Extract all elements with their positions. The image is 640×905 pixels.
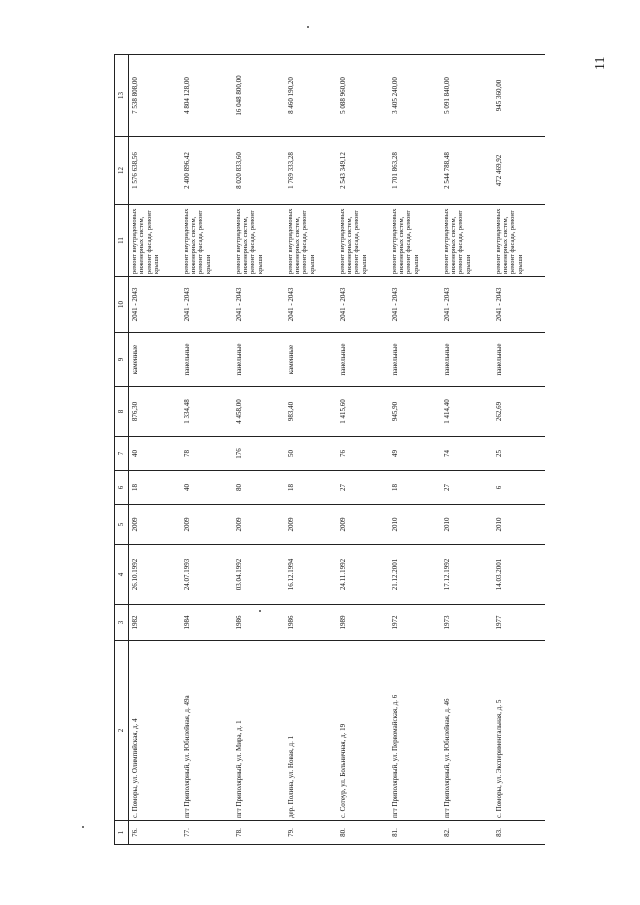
count-cell: 27 bbox=[337, 471, 389, 505]
row-number: 82. bbox=[441, 821, 493, 845]
year-cell: 2009 bbox=[285, 505, 337, 545]
total-cell: 945 360,00 bbox=[493, 55, 545, 137]
column-header: 4 bbox=[115, 545, 129, 605]
column-header: 7 bbox=[115, 437, 129, 471]
column-header: 9 bbox=[115, 333, 129, 387]
area-cell: 983,40 bbox=[285, 387, 337, 437]
address-cell: пгт Приполярный, ул. Юбилейная, д. 46 bbox=[441, 641, 493, 821]
works-cell: ремонт внутридомовых инженерных систем, ремонт фасада, ремонт крыши bbox=[233, 205, 285, 277]
cost-cell: 1 769 333,28 bbox=[285, 137, 337, 205]
address-cell: дер. Полина, ул. Новая, д. 1 bbox=[285, 641, 337, 821]
period-cell: 2041 - 2043 bbox=[337, 277, 389, 333]
works-cell: ремонт внутридомовых инженерных систем, ремонт фасада, ремонт крыши bbox=[129, 205, 181, 277]
build-year-cell: 1986 bbox=[285, 605, 337, 641]
table-row bbox=[493, 55, 545, 845]
table-row bbox=[441, 55, 493, 845]
cost-cell: 2 544 788,48 bbox=[441, 137, 493, 205]
build-year-cell: 1984 bbox=[181, 605, 233, 641]
column-number-row bbox=[115, 55, 129, 845]
column-header: 10 bbox=[115, 277, 129, 333]
material-cell: панельные bbox=[337, 333, 389, 387]
total-cell: 16 048 800,00 bbox=[233, 55, 285, 137]
row-number: 76. bbox=[129, 821, 181, 845]
year-cell: 2010 bbox=[493, 505, 545, 545]
works-cell: ремонт внутридомовых инженерных систем, ремонт фасада, ремонт крыши bbox=[441, 205, 493, 277]
date-cell: 24.07.1993 bbox=[181, 545, 233, 605]
area-cell: 1 415,60 bbox=[337, 387, 389, 437]
row-number: 80. bbox=[337, 821, 389, 845]
page-number: 11 bbox=[593, 56, 608, 70]
area-cell: 1 334,48 bbox=[181, 387, 233, 437]
area-cell: 945,90 bbox=[389, 387, 441, 437]
address-cell: пгт Приполярный, ул. Юбилейная, д. 49а bbox=[181, 641, 233, 821]
column-header: 6 bbox=[115, 471, 129, 505]
total-cell: 5 088 960,00 bbox=[337, 55, 389, 137]
column-header: 3 bbox=[115, 605, 129, 641]
scan-speck bbox=[307, 26, 309, 28]
period-cell: 2041 - 2043 bbox=[233, 277, 285, 333]
address-cell: с. Поморы, ул. Экспериментальная, д. 5 bbox=[493, 641, 545, 821]
column-header: 1 bbox=[115, 821, 129, 845]
table-row bbox=[389, 55, 441, 845]
count-cell: 18 bbox=[389, 471, 441, 505]
works-cell: ремонт внутридомовых инженерных систем, ремонт фасада, ремонт крыши bbox=[285, 205, 337, 277]
column-header: 11 bbox=[115, 205, 129, 277]
build-year-cell: 1986 bbox=[233, 605, 285, 641]
material-cell: каменные bbox=[129, 333, 181, 387]
column-header: 8 bbox=[115, 387, 129, 437]
year-cell: 2009 bbox=[337, 505, 389, 545]
count-cell: 27 bbox=[441, 471, 493, 505]
count-cell: 18 bbox=[285, 471, 337, 505]
year-cell: 2010 bbox=[389, 505, 441, 545]
period-cell: 2041 - 2043 bbox=[285, 277, 337, 333]
scan-speck bbox=[82, 826, 84, 828]
cost-cell: 1 576 638,56 bbox=[129, 137, 181, 205]
date-cell: 17.12.1992 bbox=[441, 545, 493, 605]
total-cell: 8 460 190,20 bbox=[285, 55, 337, 137]
area-cell: 4 458,00 bbox=[233, 387, 285, 437]
address-cell: с. Поморы, ул. Олимпийская, д. 4 bbox=[129, 641, 181, 821]
date-cell: 03.04.1992 bbox=[233, 545, 285, 605]
address-cell: пгт Приполярный, ул. Мира, д. 1 bbox=[233, 641, 285, 821]
row-number: 79. bbox=[285, 821, 337, 845]
build-year-cell: 1973 bbox=[441, 605, 493, 641]
total-cell: 4 804 128,00 bbox=[181, 55, 233, 137]
count-cell: 18 bbox=[129, 471, 181, 505]
cost-cell: 8 020 833,60 bbox=[233, 137, 285, 205]
period-cell: 2041 - 2043 bbox=[181, 277, 233, 333]
count-cell: 6 bbox=[493, 471, 545, 505]
year-cell: 2009 bbox=[233, 505, 285, 545]
rotated-page-content bbox=[114, 55, 534, 845]
count-cell: 78 bbox=[181, 437, 233, 471]
table-row bbox=[181, 55, 233, 845]
material-cell: панельные bbox=[389, 333, 441, 387]
housing-register-table bbox=[114, 54, 545, 845]
count-cell: 80 bbox=[233, 471, 285, 505]
material-cell: панельные bbox=[493, 333, 545, 387]
table-row bbox=[337, 55, 389, 845]
total-cell: 3 405 240,00 bbox=[389, 55, 441, 137]
works-cell: ремонт внутридомовых инженерных систем, ремонт фасада, ремонт крыши bbox=[181, 205, 233, 277]
works-cell: ремонт внутридомовых инженерных систем, ремонт фасада, ремонт крыши bbox=[337, 205, 389, 277]
area-cell: 1 414,40 bbox=[441, 387, 493, 437]
address-cell: пгт Приполярный, ул. Первомайская, д. 6 bbox=[389, 641, 441, 821]
period-cell: 2041 - 2043 bbox=[493, 277, 545, 333]
material-cell: панельные bbox=[181, 333, 233, 387]
column-header: 5 bbox=[115, 505, 129, 545]
material-cell: каменные bbox=[285, 333, 337, 387]
build-year-cell: 1977 bbox=[493, 605, 545, 641]
works-cell: ремонт внутридомовых инженерных систем, ремонт фасада, ремонт крыши bbox=[493, 205, 545, 277]
date-cell: 24.11.1992 bbox=[337, 545, 389, 605]
material-cell: панельные bbox=[441, 333, 493, 387]
count-cell: 40 bbox=[129, 437, 181, 471]
year-cell: 2009 bbox=[129, 505, 181, 545]
date-cell: 16.12.1994 bbox=[285, 545, 337, 605]
count-cell: 74 bbox=[441, 437, 493, 471]
scan-speck bbox=[259, 610, 261, 612]
date-cell: 26.10.1992 bbox=[129, 545, 181, 605]
cost-cell: 2 400 896,42 bbox=[181, 137, 233, 205]
period-cell: 2041 - 2043 bbox=[441, 277, 493, 333]
build-year-cell: 1989 bbox=[337, 605, 389, 641]
cost-cell: 472 469,92 bbox=[493, 137, 545, 205]
table-row bbox=[129, 55, 181, 845]
count-cell: 50 bbox=[285, 437, 337, 471]
column-header: 2 bbox=[115, 641, 129, 821]
period-cell: 2041 - 2043 bbox=[389, 277, 441, 333]
cost-cell: 2 543 349,12 bbox=[337, 137, 389, 205]
period-cell: 2041 - 2043 bbox=[129, 277, 181, 333]
count-cell: 176 bbox=[233, 437, 285, 471]
table-row bbox=[285, 55, 337, 845]
row-number: 81. bbox=[389, 821, 441, 845]
year-cell: 2010 bbox=[441, 505, 493, 545]
count-cell: 49 bbox=[389, 437, 441, 471]
total-cell: 5 091 840,00 bbox=[441, 55, 493, 137]
count-cell: 25 bbox=[493, 437, 545, 471]
row-number: 78. bbox=[233, 821, 285, 845]
date-cell: 21.12.2001 bbox=[389, 545, 441, 605]
area-cell: 262,69 bbox=[493, 387, 545, 437]
date-cell: 14.03.2001 bbox=[493, 545, 545, 605]
total-cell: 7 538 808,00 bbox=[129, 55, 181, 137]
material-cell: панельные bbox=[233, 333, 285, 387]
column-header: 13 bbox=[115, 55, 129, 137]
row-number: 83. bbox=[493, 821, 545, 845]
area-cell: 876,30 bbox=[129, 387, 181, 437]
column-header: 12 bbox=[115, 137, 129, 205]
year-cell: 2009 bbox=[181, 505, 233, 545]
address-cell: с. Сотеур, ул. Больничная, д. 19 bbox=[337, 641, 389, 821]
row-number: 77. bbox=[181, 821, 233, 845]
build-year-cell: 1972 bbox=[389, 605, 441, 641]
build-year-cell: 1982 bbox=[129, 605, 181, 641]
works-cell: ремонт внутридомовых инженерных систем, ремонт фасада, ремонт крыши bbox=[389, 205, 441, 277]
count-cell: 40 bbox=[181, 471, 233, 505]
cost-cell: 1 701 863,28 bbox=[389, 137, 441, 205]
table-row bbox=[233, 55, 285, 845]
count-cell: 76 bbox=[337, 437, 389, 471]
